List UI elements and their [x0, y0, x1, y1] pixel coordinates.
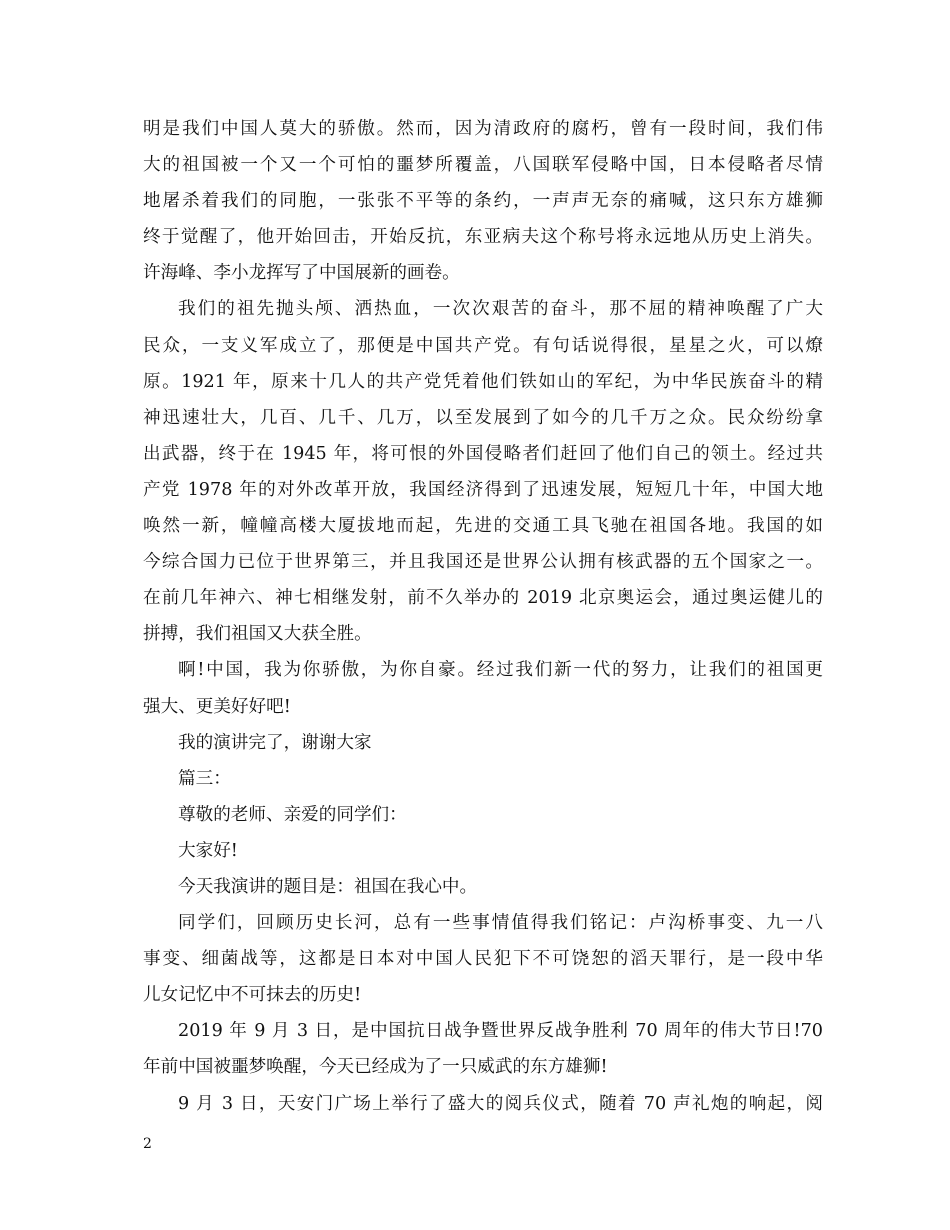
text-line: 我的演讲完了，谢谢大家	[178, 732, 372, 753]
text-line: 明是我们中国人莫大的骄傲。然而，因为清政府的腐朽，曾有一段时间，我们伟	[143, 119, 823, 139]
text-line: 大家好!	[178, 840, 238, 861]
text-line: 事变、细菌战等，这都是日本对中国人民犯下不可饶恕的滔天罪行，是一段中华	[143, 949, 823, 970]
text-line: 啊!中国，我为你骄傲，为你自豪。经过我们新一代的努力，让我们的祖国更	[178, 660, 823, 681]
text-line: 唤然一新，幢幢高楼大厦拔地而起，先进的交通工具飞驰在祖国各地。我国的如	[143, 516, 823, 537]
page-number: 2	[143, 1136, 152, 1152]
text-line: 大的祖国被一个又一个可怕的噩梦所覆盖，八国联军侵略中国，日本侵略者尽情	[143, 155, 823, 176]
text-line: 产党 1978 年的对外改革开放，我国经济得到了迅速发展，短短几十年，中国大地	[143, 479, 823, 500]
text-line: 2019 年 9 月 3 日，是中国抗日战争暨世界反战争胜利 70 周年的伟大节日!70	[178, 1021, 823, 1042]
text-line: 9 月 3 日，天安门广场上举行了盛大的阅兵仪式，随着 70 声礼炮的响起，阅	[178, 1093, 823, 1114]
text-line: 强大、更美好好吧!	[143, 696, 291, 717]
text-line: 在前几年神六、神七相继发射，前不久举办的 2019 北京奥运会，通过奥运健儿的	[143, 588, 823, 609]
text-line: 神迅速壮大，几百、几千、几万，以至发展到了如今的几千万之众。民众纷纷拿	[143, 407, 823, 428]
text-line: 地屠杀着我们的同胞，一张张不平等的条约，一声声无奈的痛喊，这只东方雄狮	[143, 191, 823, 212]
text-line: 篇三：	[178, 768, 231, 789]
text-line: 尊敬的老师、亲爱的同学们：	[178, 804, 407, 825]
document-body	[143, 111, 823, 1122]
text-line: 终于觉醒了，他开始回击，开始反抗，东亚病夫这个称号将永远地从历史上消失。	[143, 227, 823, 248]
text-line: 年前中国被噩梦唤醒，今天已经成为了一只威武的东方雄狮!	[143, 1057, 608, 1078]
text-line: 我们的祖先抛头颅、洒热血，一次次艰苦的奋斗，那不屈的精神唤醒了广大	[178, 299, 823, 320]
text-line: 拼搏，我们祖国又大获全胜。	[143, 624, 372, 645]
text-line: 许海峰、李小龙挥写了中国展新的画卷。	[143, 263, 460, 284]
text-line: 原。1921 年，原来十几人的共产党凭着他们铁如山的军纪，为中华民族奋斗的精	[143, 371, 823, 392]
text-line: 儿女记忆中不可抹去的历史!	[143, 985, 362, 1006]
text-line: 今综合国力已位于世界第三，并且我国还是世界公认拥有核武器的五个国家之一。	[143, 552, 823, 573]
text-line: 同学们，回顾历史长河，总有一些事情值得我们铭记：卢沟桥事变、九一八	[178, 913, 823, 934]
text-line: 民众，一支义军成立了，那便是中国共产党。有句话说得很，星星之火，可以燎	[143, 335, 823, 356]
text-line: 今天我演讲的题目是：祖国在我心中。	[178, 876, 478, 897]
text-line: 出武器，终于在 1945 年，将可恨的外国侵略者们赶回了他们自己的领土。经过共	[143, 443, 823, 464]
